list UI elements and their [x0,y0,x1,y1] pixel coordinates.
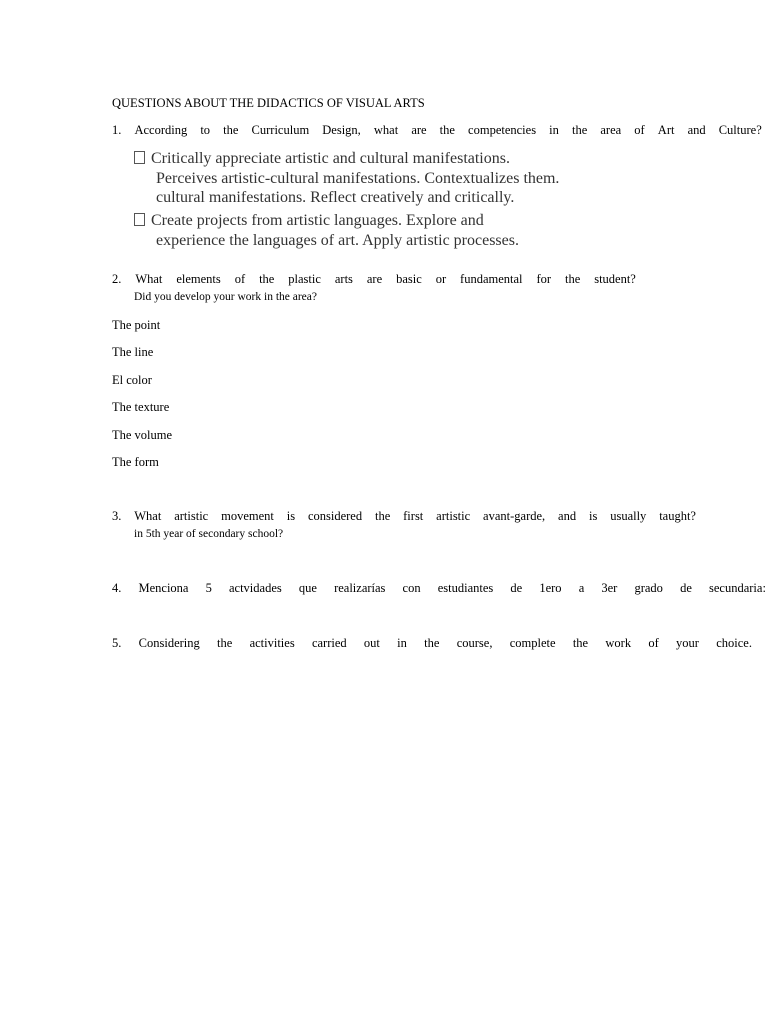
question-word: arts [334,272,353,286]
question-word: competencies [468,123,537,137]
question-word: choice. [716,636,752,650]
question-word: considered [307,509,363,523]
question-word: complete [509,636,556,650]
question-word: a [578,581,585,595]
question-word: Art [657,123,675,137]
question-word: activities [249,636,295,650]
question-word: artistic [174,509,209,523]
question-word: Menciona [138,581,189,595]
document-title: QUESTIONS ABOUT THE DIDACTICS OF VISUAL ARTS [112,96,425,110]
question-word: the [217,636,233,650]
question-3 [112,509,696,525]
question-word: elements [176,272,221,286]
question-word: are [366,272,383,286]
question-number: 1. [112,123,122,137]
competency-2-line-1: Create projects from artistic languages. Explore and [134,212,484,230]
question-word: con [402,581,421,595]
question-4 [112,581,766,597]
question-word: of [634,123,645,137]
question-2 [112,272,636,288]
question-word: in [549,123,559,137]
question-word: usually [610,509,647,523]
question-word: the [564,272,581,286]
element-point: The point [112,318,161,332]
question-word: what [373,123,399,137]
question-number: 2. [112,272,122,286]
question-word: out [363,636,380,650]
question-word: What [135,272,163,286]
question-word: the [572,636,589,650]
bullet-box-icon [134,151,145,164]
question-word: 1ero [539,581,562,595]
question-2-continuation: Did you develop your work in the area? [134,291,317,303]
question-word: the [223,123,239,137]
question-word: secundaria: [709,581,766,595]
question-word: for [536,272,552,286]
competency-2-line-2: experience the languages of art. Apply artistic processes. [156,232,519,249]
question-word: the [439,123,455,137]
question-number: 3. [112,509,122,523]
question-word: Design, [322,123,361,137]
element-line: The line [112,345,154,359]
question-word: Considering [138,636,200,650]
competency-1-line-3: cultural manifestations. Reflect creatively and critically. [156,189,515,206]
question-word: the [374,509,391,523]
question-word: grado [634,581,663,595]
question-word: of [234,272,246,286]
question-number: 4. [112,581,122,595]
competency-1-line-1: Critically appreciate artistic and cultural manifestations. [134,150,510,168]
question-word: and [558,509,577,523]
question-word: de [680,581,692,595]
question-word: in [397,636,407,650]
question-word: the [424,636,440,650]
bullet-box-icon [134,213,145,226]
question-word: first [403,509,424,523]
question-word: What [134,509,162,523]
element-texture: The texture [112,400,170,414]
question-word: work [605,636,632,650]
question-word: the [572,123,588,137]
question-word: actvidades [228,581,282,595]
question-word: of [648,636,659,650]
question-word: Curriculum [251,123,310,137]
question-word: basic [396,272,422,286]
question-word: avant-garde, [483,509,546,523]
question-word: realizarías [334,581,386,595]
question-5 [112,636,752,652]
question-number: 5. [112,636,122,650]
question-word: movement [221,509,274,523]
question-word: is [588,509,598,523]
question-word: area [600,123,622,137]
competency-1-line-2: Perceives artistic-cultural manifestations. Contextualizes them. [156,170,560,187]
question-word: taught? [659,509,696,523]
question-word: Culture? [718,123,762,137]
question-word: your [676,636,699,650]
element-color: El color [112,373,152,387]
question-word: fundamental [460,272,523,286]
question-word: course, [456,636,493,650]
question-word: to [200,123,211,137]
question-word: student? [594,272,636,286]
question-word: que [298,581,317,595]
question-word: are [411,123,427,137]
question-word: carried [311,636,347,650]
question-3-continuation: in 5th year of secondary school? [134,528,284,540]
question-word: de [510,581,523,595]
element-volume: The volume [112,428,173,442]
question-word: According [134,123,188,137]
question-word: estudiantes [437,581,494,595]
question-word: is [286,509,296,523]
question-word: or [435,272,447,286]
question-word: the [259,272,275,286]
question-word: plastic [288,272,321,286]
question-word: artistic [436,509,471,523]
question-word: and [687,123,706,137]
question-word: 5 [205,581,212,595]
question-word: 3er [601,581,618,595]
question-1 [112,123,762,139]
element-form: The form [112,455,159,469]
